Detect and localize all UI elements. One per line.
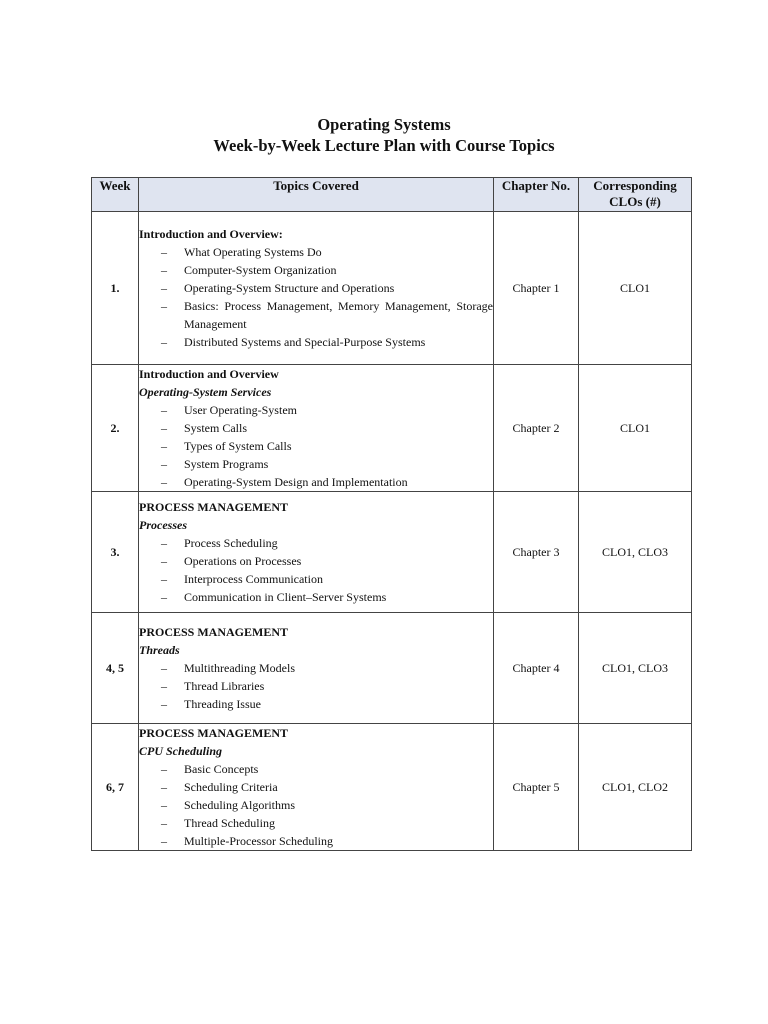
topics-cell	[139, 365, 494, 492]
table-body	[92, 212, 692, 851]
dash-bullet-icon: –	[161, 661, 167, 675]
list-item-text: Threading Issue	[184, 697, 261, 711]
list-item-text: System Calls	[184, 421, 248, 435]
topic-heading: Introduction and Overview	[139, 367, 279, 381]
list-item-text: Communication in Client–Server Systems	[184, 590, 387, 604]
list-item-text: Scheduling Algorithms	[184, 798, 295, 812]
dash-bullet-icon: –	[161, 554, 167, 568]
list-item	[161, 677, 493, 695]
topic-heading: PROCESS MANAGEMENT	[139, 726, 289, 740]
table-row	[92, 613, 692, 724]
dash-bullet-icon: –	[161, 762, 167, 776]
list-item	[161, 695, 493, 713]
list-item-text: Computer-System Organization	[184, 263, 337, 277]
table-row	[92, 212, 692, 365]
dash-bullet-icon: –	[161, 679, 167, 693]
dash-bullet-icon: –	[161, 281, 167, 295]
clos-cell: CLO1, CLO3	[579, 492, 692, 613]
chapter-cell: Chapter 1	[494, 212, 579, 365]
dash-bullet-icon: –	[161, 475, 167, 489]
list-item	[161, 243, 493, 261]
week-cell: 1.	[92, 212, 139, 365]
list-item-text: Operations on Processes	[184, 554, 302, 568]
topic-heading: Introduction and Overview:	[139, 227, 283, 241]
list-item	[161, 297, 493, 333]
chapter-cell: Chapter 4	[494, 613, 579, 724]
dash-bullet-icon: –	[161, 798, 167, 812]
list-item-text: Basics: Process Management, Memory Management, Storage Management	[184, 299, 493, 331]
list-item-text: Basic Concepts	[184, 762, 259, 776]
chapter-cell: Chapter 5	[494, 724, 579, 851]
list-item-text: What Operating Systems Do	[184, 245, 322, 259]
topic-list	[139, 534, 493, 606]
week-cell: 6, 7	[92, 724, 139, 851]
dash-bullet-icon: –	[161, 245, 167, 259]
topics-cell	[139, 492, 494, 613]
dash-bullet-icon: –	[161, 834, 167, 848]
topic-heading: PROCESS MANAGEMENT	[139, 625, 289, 639]
list-item-text: Thread Scheduling	[184, 816, 275, 830]
dash-bullet-icon: –	[161, 572, 167, 586]
list-item-text: Process Scheduling	[184, 536, 278, 550]
header-chapter: Chapter No.	[494, 178, 579, 212]
list-item-text: Types of System Calls	[184, 439, 292, 453]
topic-list	[139, 401, 493, 491]
lecture-plan-table	[91, 177, 692, 851]
list-item	[161, 419, 493, 437]
dash-bullet-icon: –	[161, 697, 167, 711]
clos-cell: CLO1, CLO2	[579, 724, 692, 851]
list-item-text: Distributed Systems and Special-Purpose Systems	[184, 335, 426, 349]
list-item-text: Multiple-Processor Scheduling	[184, 834, 333, 848]
topics-cell	[139, 724, 494, 851]
list-item	[161, 659, 493, 677]
list-item	[161, 814, 493, 832]
header-week: Week	[92, 178, 139, 212]
topic-list	[139, 243, 493, 351]
clos-cell: CLO1	[579, 365, 692, 492]
header-topics: Topics Covered	[139, 178, 494, 212]
dash-bullet-icon: –	[161, 816, 167, 830]
topic-subheading: Operating-System Services	[139, 385, 272, 399]
list-item	[161, 588, 493, 606]
document-title: Operating Systems	[317, 115, 451, 134]
chapter-cell: Chapter 2	[494, 365, 579, 492]
list-item-text: Operating-System Design and Implementation	[184, 475, 408, 489]
dash-bullet-icon: –	[161, 263, 167, 277]
topic-subheading: Threads	[139, 643, 180, 657]
dash-bullet-icon: –	[161, 457, 167, 471]
table-row	[92, 365, 692, 492]
topics-cell	[139, 613, 494, 724]
list-item	[161, 552, 493, 570]
chapter-cell: Chapter 3	[494, 492, 579, 613]
topic-subheading: Processes	[139, 518, 187, 532]
list-item	[161, 778, 493, 796]
dash-bullet-icon: –	[161, 439, 167, 453]
list-item-text: Scheduling Criteria	[184, 780, 278, 794]
list-item	[161, 279, 493, 297]
table-row	[92, 724, 692, 851]
list-item	[161, 534, 493, 552]
topic-subheading: CPU Scheduling	[139, 744, 223, 758]
week-cell: 4, 5	[92, 613, 139, 724]
list-item	[161, 473, 493, 491]
dash-bullet-icon: –	[161, 335, 167, 349]
week-cell: 2.	[92, 365, 139, 492]
list-item	[161, 760, 493, 778]
list-item	[161, 333, 493, 351]
topic-heading: PROCESS MANAGEMENT	[139, 500, 289, 514]
list-item	[161, 437, 493, 455]
clos-cell: CLO1, CLO3	[579, 613, 692, 724]
topic-list	[139, 659, 493, 713]
dash-bullet-icon: –	[161, 403, 167, 417]
list-item-text: Multithreading Models	[184, 661, 295, 675]
topic-list	[139, 760, 493, 850]
dash-bullet-icon: –	[161, 299, 167, 313]
clos-cell: CLO1	[579, 212, 692, 365]
dash-bullet-icon: –	[161, 421, 167, 435]
document-header	[0, 114, 768, 156]
header-clos: Corresponding CLOs (#)	[579, 178, 692, 212]
table-header-row	[92, 178, 692, 212]
document-subtitle: Week-by-Week Lecture Plan with Course Topics	[213, 136, 555, 155]
dash-bullet-icon: –	[161, 590, 167, 604]
list-item-text: Interprocess Communication	[184, 572, 323, 586]
list-item	[161, 455, 493, 473]
list-item-text: System Programs	[184, 457, 269, 471]
list-item-text: User Operating-System	[184, 403, 297, 417]
list-item	[161, 261, 493, 279]
week-cell: 3.	[92, 492, 139, 613]
dash-bullet-icon: –	[161, 536, 167, 550]
list-item	[161, 832, 493, 850]
table-row	[92, 492, 692, 613]
list-item-text: Operating-System Structure and Operations	[184, 281, 395, 295]
list-item-text: Thread Libraries	[184, 679, 265, 693]
list-item	[161, 796, 493, 814]
list-item	[161, 570, 493, 588]
list-item	[161, 401, 493, 419]
dash-bullet-icon: –	[161, 780, 167, 794]
topics-cell	[139, 212, 494, 365]
